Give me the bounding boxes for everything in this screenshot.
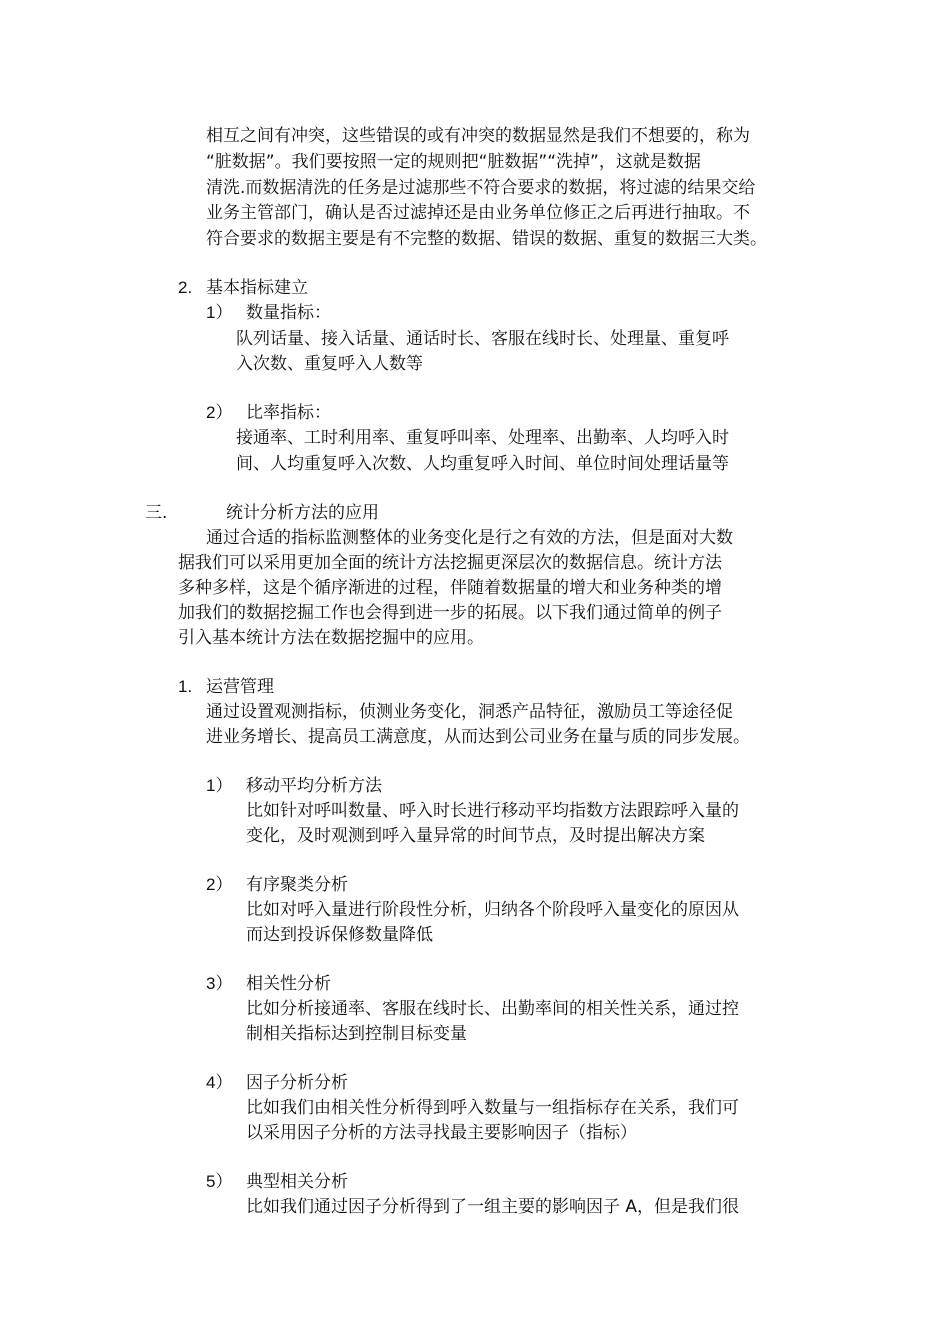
sublist-marker: 1） — [206, 776, 233, 795]
subsection-heading: 有序聚类分析 — [246, 875, 348, 895]
sublist-marker: 2） — [206, 403, 233, 422]
intro-line: 清洗.而数据清洗的任务是过滤那些不符合要求的数据，将过滤的结果交给 — [206, 178, 756, 198]
body-line: 而达到投诉保修数量降低 — [246, 925, 433, 945]
body-line: 队列话量、接入话量、通话时长、客服在线时长、处理量、重复呼 — [236, 329, 729, 349]
sublist-marker: 4） — [206, 1073, 233, 1092]
body-line: 间、人均重复呼入次数、人均重复呼入时间、单位时间处理话量等 — [236, 454, 729, 474]
body-line: 进业务增长、提高员工满意度，从而达到公司业务在量与质的同步发展。 — [206, 727, 750, 747]
body-line: 比如针对呼叫数量、呼入时长进行移动平均指数方法跟踪呼入量的 — [246, 801, 739, 821]
section-heading: 运营管理 — [206, 677, 274, 697]
subsection-heading: 因子分析分析 — [246, 1073, 348, 1093]
body-line: 比如分析接通率、客服在线时长、出勤率间的相关性关系，通过控 — [246, 999, 739, 1019]
subsection-heading: 数量指标： — [246, 303, 331, 323]
body-line: 通过合适的指标监测整体的业务变化是行之有效的方法，但是面对大数 — [206, 528, 733, 548]
intro-line: 业务主管部门，确认是否过滤掉还是由业务单位修正之后再进行抽取。不 — [206, 203, 750, 223]
body-line: 变化，及时观测到呼入量异常的时间节点，及时提出解决方案 — [246, 826, 705, 846]
intro-line: 符合要求的数据主要是有不完整的数据、错误的数据、重复的数据三大类。 — [206, 229, 767, 249]
section-heading: 基本指标建立 — [206, 278, 308, 298]
intro-line: “脏数据”。我们要按照一定的规则把“脏数据”“洗掉”，这就是数据 — [206, 152, 701, 172]
section-marker: 三. — [145, 503, 168, 523]
sublist-marker: 1） — [206, 303, 233, 322]
list-marker: 2. — [178, 278, 193, 297]
body-line: 比如我们通过因子分析得到了一组主要的影响因子 A，但是我们很 — [246, 1197, 740, 1217]
sublist-marker: 5） — [206, 1172, 233, 1191]
body-line: 加我们的数据挖掘工作也会得到进一步的拓展。以下我们通过简单的例子 — [178, 603, 722, 623]
sublist-marker: 2） — [206, 875, 233, 894]
subsection-heading: 相关性分析 — [246, 974, 331, 994]
body-line: 据我们可以采用更加全面的统计方法挖掘更深层次的数据信息。统计方法 — [178, 553, 722, 573]
body-line: 入次数、重复呼入人数等 — [236, 354, 423, 374]
subsection-heading: 典型相关分析 — [246, 1172, 348, 1192]
body-line: 以采用因子分析的方法寻找最主要影响因子（指标） — [246, 1123, 637, 1143]
body-line: 接通率、工时利用率、重复呼叫率、处理率、出勤率、人均呼入时 — [236, 428, 729, 448]
body-line: 比如我们由相关性分析得到呼入数量与一组指标存在关系，我们可 — [246, 1098, 739, 1118]
body-line: 制相关指标达到控制目标变量 — [246, 1024, 467, 1044]
body-line: 比如对呼入量进行阶段性分析，归纳各个阶段呼入量变化的原因从 — [246, 900, 739, 920]
body-line: 多种多样，这是个循序渐进的过程，伴随着数据量的增大和业务种类的增 — [178, 578, 722, 598]
body-line: 引入基本统计方法在数据挖掘中的应用。 — [178, 628, 484, 648]
subsection-heading: 比率指标： — [246, 403, 331, 423]
list-marker: 1. — [178, 677, 193, 696]
sublist-marker: 3） — [206, 974, 233, 993]
subsection-heading: 移动平均分析方法 — [246, 776, 382, 796]
body-line: 通过设置观测指标，侦测业务变化，洞悉产品特征，激励员工等途径促 — [206, 702, 733, 722]
intro-line: 相互之间有冲突，这些错误的或有冲突的数据显然是我们不想要的，称为 — [206, 126, 750, 146]
section-heading: 统计分析方法的应用 — [226, 503, 379, 523]
